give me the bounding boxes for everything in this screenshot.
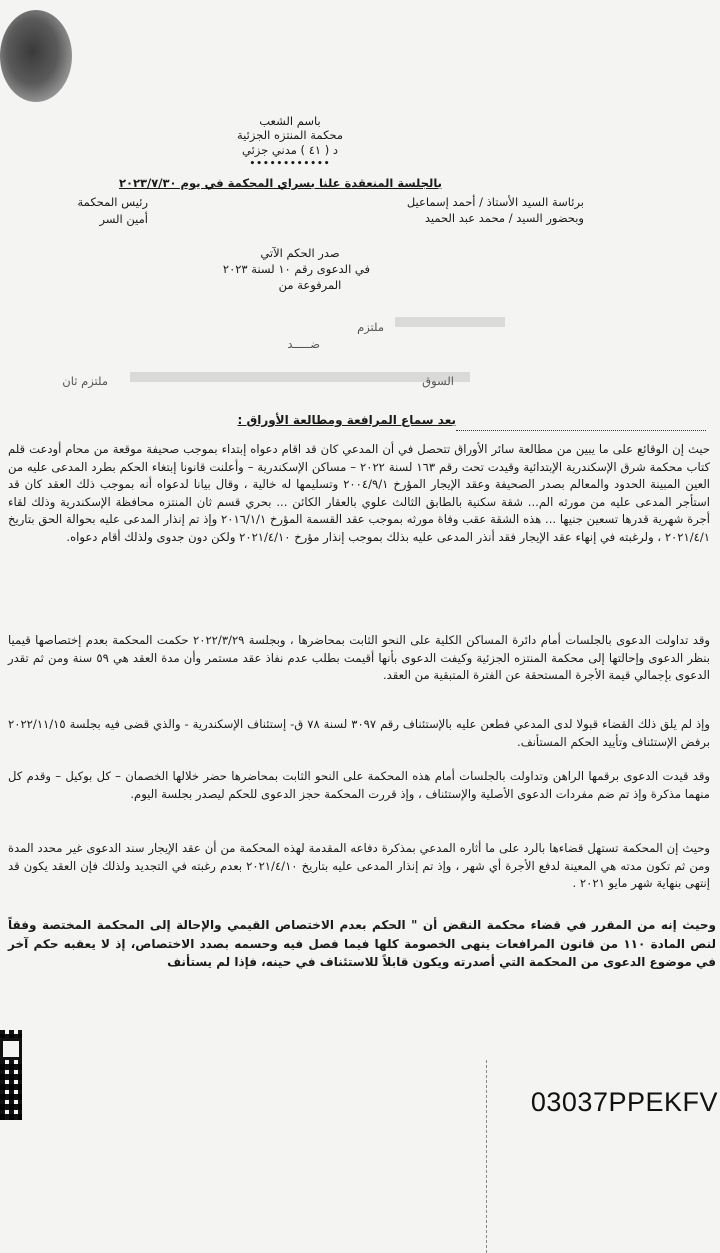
header-line-3: د ( ٤١ ) مدني جزئي — [242, 143, 338, 157]
paragraph-4: وقد قيدت الدعوى برقمها الراهن وتداولت بالجلسات أمام هذه المحكمة على النحو الثابت بمحاضرها حضر خلالها الخصمان – كل بوكيل – وقدم كل منهما مذكرة وإذ تم ضم مفردات الدعوى الأصلية والإستئناف ، وإذ قررت المحكمة حجز الدعوى للحكم ليصدر بجلسة اليوم. — [8, 769, 710, 801]
header-line-1: باسم الشعب — [259, 114, 321, 128]
ruling-line-3: المرفوعة من — [278, 278, 342, 292]
fold-line — [486, 1060, 487, 1253]
qr-finder-pattern — [0, 1038, 22, 1060]
redacted-name-2 — [130, 372, 470, 382]
ruling-line-1: صدر الحكم الآتي — [260, 246, 340, 260]
session-title: بالجلسة المنعقدة علنا بسراي المحكمة في يوم ٢٠٢٣/٧/٣٠ — [118, 176, 442, 190]
session-presiding-role: رئيس المحكمة — [77, 195, 148, 209]
redacted-name-1 — [395, 317, 505, 327]
paragraph-3: وإذ لم يلق ذلك القضاء قبولا لدى المدعي فطعن عليه بالإستئناف رقم ٣٠٩٧ لسنة ٧٨ ق- إستئناف الإسكندرية - والذي قضى فيه بجلسة ٢٠٢٢/١١/١٥ برفض الإستئناف وتأييد الحكم المستأنف. — [8, 717, 711, 749]
section-rule — [456, 430, 706, 431]
section-title: بعد سماع المرافعة ومطالعة الأوراق : — [237, 413, 456, 427]
header-line-2: محكمة المنتزه الجزئية — [236, 128, 344, 142]
header-line-4: •••••••••••• — [249, 159, 331, 169]
party-against: ضـــــد — [287, 337, 320, 351]
ruling-line-2: في الدعوى رقم ١٠ لسنة ٢٠٢٣ — [222, 262, 370, 276]
paragraph-5: وحيث إن المحكمة تستهل قضاءها بالرد على ما أثاره المدعي بمذكرة دفاعه المقدمة لهذه المحكمة من أن عقد الإيجار سند الدعوى غير محدد المدة ومن ثم تكون مدته هي المعينة لدفع الأجرة أي شهر ، وإذ تم إنذار المدعى عليه بتاريخ ٢٠٢١/٤/١٠ بعدم رغبته في التجديد ولذلك فإن العقد يكون قد إنتهى بنهاية شهر مايو ٢٠٢١ . — [8, 841, 710, 890]
session-secretary: وبحضور السيد / محمد عبد الحميد — [424, 211, 584, 225]
session-secretary-role: أمين السر — [99, 212, 148, 226]
document-code: 03037PPEKFV — [530, 1087, 718, 1117]
party-3-right: السوق — [422, 374, 454, 388]
party-1: ملتزم — [357, 320, 384, 334]
paragraph-6: وحيث إنه من المقرر في قضاء محكمة النقض أن " الحكم بعدم الاختصاص القيمي والإحالة إلى المحكمة المختصة وفقاً لنص المادة ١١٠ من قانون المرافعات ينهى الخصومة كلها فيما فصل فيه وحسمه بصدد الاختصاص، إذ لا يعقبه حكم آخر في موضوع الدعوى من المحكمة التي أصدرته ويكون قابلاً للاستئناف في حينه، فإذا لم يستأنف — [8, 918, 716, 969]
ink-stain — [0, 10, 72, 102]
paragraph-2: وقد تداولت الدعوى بالجلسات أمام دائرة المساكن الكلية على النحو الثابت بمحاضرها ، وبجلسة ٢٠٢٢/٣/٢٩ حكمت المحكمة بعدم إختصاصها قيميا بنظر الدعوى وإحالتها إلى محكمة المنتزه الجزئية وكيفت الدعوى بأنها أقيمت بطلب عدم نفاذ عقد مستمر وأن مدة العقد هي ٥٩ سنة ومن ثم تقدر الدعوى بإجمالي قيمة الأجرة المستحقة عن الفترة المتبقية من العقد. — [8, 633, 710, 682]
party-3-left: ملتزم ثان — [62, 374, 108, 388]
session-presiding: برئاسة السيد الأستاذ / أحمد إسماعيل — [406, 195, 584, 209]
paragraph-1: حيث إن الوقائع على ما يبين من مطالعة سائر الأوراق تتحصل في أن المدعي كان قد اقام دعواه إبتداء بموجب صحيفة موقعة من محام أودعت قلم كتاب محكمة شرق الإسكندرية الإبتدائية وقيدت تحت رقم ١٦٣ لسنة ٢٠٢٢ – مساكن الإسكندرية – وأعلنت قانونا إبتغاء الحكم بطرد المدعى عليه من العين المبينة الحدود والمعالم بصدر الصحيفة وعقد الإيجار المؤرخ ٢٠٠٤/٩/١ وتسليمها له خالية ، وقال بيانا لدعواه أنه بموجب ذلك العقد كان قد استأجر المدعى عليه من مورثه الم... شقة سكنية بالطابق الثالث علوي بالعقار الكائن ... بحري قسم ثان المنتزه محافظة الإسكندرية وذلك لقاء أجرة شهرية قدرها تسعين جنيها ... هذه الشقة عقب وفاة مورثه بموجب عقد القسمة المؤرخ ٢٠١٦/١/١ وإذ تم إنذار المدعى عليه بحوالة الحق بتاريخ ٢٠٢١/٤/١ ، ولرغبته في إنهاء عقد الإيجار فقد أنذر المدعى عليه بذلك بموجب إنذار مؤرخ ٢٠٢١/٤/١٠ ولكن دون جدوى ولذلك أقام دعواه. — [8, 442, 710, 544]
